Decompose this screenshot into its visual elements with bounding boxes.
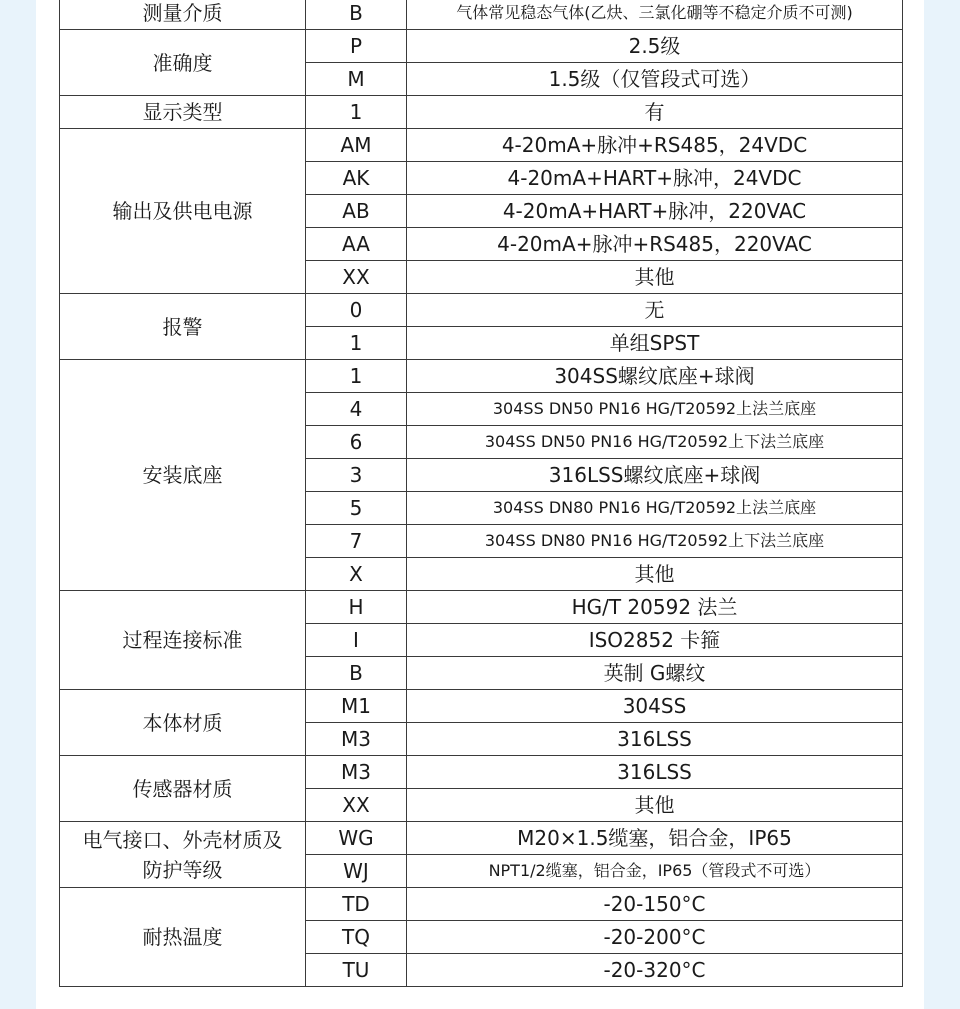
option-description-cell: 316LSS	[407, 723, 903, 756]
option-description-cell: 英制 G螺纹	[407, 657, 903, 690]
option-description-cell: 316LSS	[407, 756, 903, 789]
option-name-cell: 测量介质	[60, 0, 306, 30]
option-description-cell: 其他	[407, 261, 903, 294]
option-description-cell: 其他	[407, 789, 903, 822]
option-code-cell: 7	[306, 525, 407, 558]
spec-table	[59, 0, 903, 987]
option-code-cell: 4	[306, 393, 407, 426]
option-name-cell: 报警	[60, 294, 306, 360]
option-code-cell: M3	[306, 756, 407, 789]
table-row	[60, 690, 903, 723]
option-name-cell: 耐热温度	[60, 888, 306, 987]
option-description-cell: 单组SPST	[407, 327, 903, 360]
option-description-cell: 304SS	[407, 690, 903, 723]
table-row	[60, 591, 903, 624]
option-code-cell: XX	[306, 261, 407, 294]
option-code-cell: B	[306, 657, 407, 690]
table-row	[60, 129, 903, 162]
option-description-cell: NPT1/2缆塞，铝合金，IP65（管段式不可选）	[407, 855, 903, 888]
option-name-cell: 显示类型	[60, 96, 306, 129]
option-code-cell: TU	[306, 954, 407, 987]
option-code-cell: 0	[306, 294, 407, 327]
option-description-cell: ISO2852 卡箍	[407, 624, 903, 657]
table-row	[60, 822, 903, 855]
option-code-cell: XX	[306, 789, 407, 822]
option-description-cell: 304SS DN50 PN16 HG/T20592上法兰底座	[407, 393, 903, 426]
table-row	[60, 96, 903, 129]
spec-table-body	[60, 0, 903, 987]
option-code-cell: B	[306, 0, 407, 30]
option-description-cell: 304SS DN80 PN16 HG/T20592上下法兰底座	[407, 525, 903, 558]
option-code-cell: 1	[306, 360, 407, 393]
option-name-cell: 准确度	[60, 30, 306, 96]
option-description-cell: 316LSS螺纹底座+球阀	[407, 459, 903, 492]
option-code-cell: 6	[306, 426, 407, 459]
option-code-cell: WJ	[306, 855, 407, 888]
option-code-cell: M1	[306, 690, 407, 723]
option-description-cell: -20-150°C	[407, 888, 903, 921]
option-code-cell: AK	[306, 162, 407, 195]
table-row	[60, 30, 903, 63]
option-name-cell: 过程连接标准	[60, 591, 306, 690]
option-code-cell: 3	[306, 459, 407, 492]
option-code-cell: P	[306, 30, 407, 63]
option-code-cell: X	[306, 558, 407, 591]
option-code-cell: AM	[306, 129, 407, 162]
option-name-cell: 传感器材质	[60, 756, 306, 822]
option-code-cell: H	[306, 591, 407, 624]
option-name-cell: 电气接口、外壳材质及防护等级	[60, 822, 306, 888]
option-code-cell: 5	[306, 492, 407, 525]
table-row	[60, 888, 903, 921]
option-description-cell: 4-20mA+脉冲+RS485，220VAC	[407, 228, 903, 261]
option-description-cell: 4-20mA+HART+脉冲，24VDC	[407, 162, 903, 195]
option-description-cell: 有	[407, 96, 903, 129]
option-description-cell: 2.5级	[407, 30, 903, 63]
option-description-cell: 4-20mA+脉冲+RS485，24VDC	[407, 129, 903, 162]
table-row	[60, 360, 903, 393]
option-code-cell: AB	[306, 195, 407, 228]
option-description-cell: 1.5级（仅管段式可选）	[407, 63, 903, 96]
option-description-cell: HG/T 20592 法兰	[407, 591, 903, 624]
option-code-cell: 1	[306, 327, 407, 360]
table-row	[60, 756, 903, 789]
option-description-cell: 304SS DN80 PN16 HG/T20592上法兰底座	[407, 492, 903, 525]
option-code-cell: 1	[306, 96, 407, 129]
option-code-cell: TD	[306, 888, 407, 921]
option-description-cell: 4-20mA+HART+脉冲，220VAC	[407, 195, 903, 228]
option-description-cell: 无	[407, 294, 903, 327]
option-description-cell: M20×1.5缆塞，铝合金，IP65	[407, 822, 903, 855]
option-name-cell: 本体材质	[60, 690, 306, 756]
option-code-cell: TQ	[306, 921, 407, 954]
option-description-cell: 其他	[407, 558, 903, 591]
option-description-cell: -20-320°C	[407, 954, 903, 987]
option-description-cell: -20-200°C	[407, 921, 903, 954]
option-description-cell: 304SS螺纹底座+球阀	[407, 360, 903, 393]
table-row	[60, 294, 903, 327]
option-name-cell: 输出及供电电源	[60, 129, 306, 294]
option-code-cell: AA	[306, 228, 407, 261]
option-description-cell: 304SS DN50 PN16 HG/T20592上下法兰底座	[407, 426, 903, 459]
table-row	[60, 0, 903, 30]
option-code-cell: M3	[306, 723, 407, 756]
option-code-cell: M	[306, 63, 407, 96]
option-code-cell: WG	[306, 822, 407, 855]
option-code-cell: I	[306, 624, 407, 657]
option-name-cell: 安装底座	[60, 360, 306, 591]
option-description-cell: 气体常见稳态气体(乙炔、三氯化硼等不稳定介质不可测)	[407, 0, 903, 30]
